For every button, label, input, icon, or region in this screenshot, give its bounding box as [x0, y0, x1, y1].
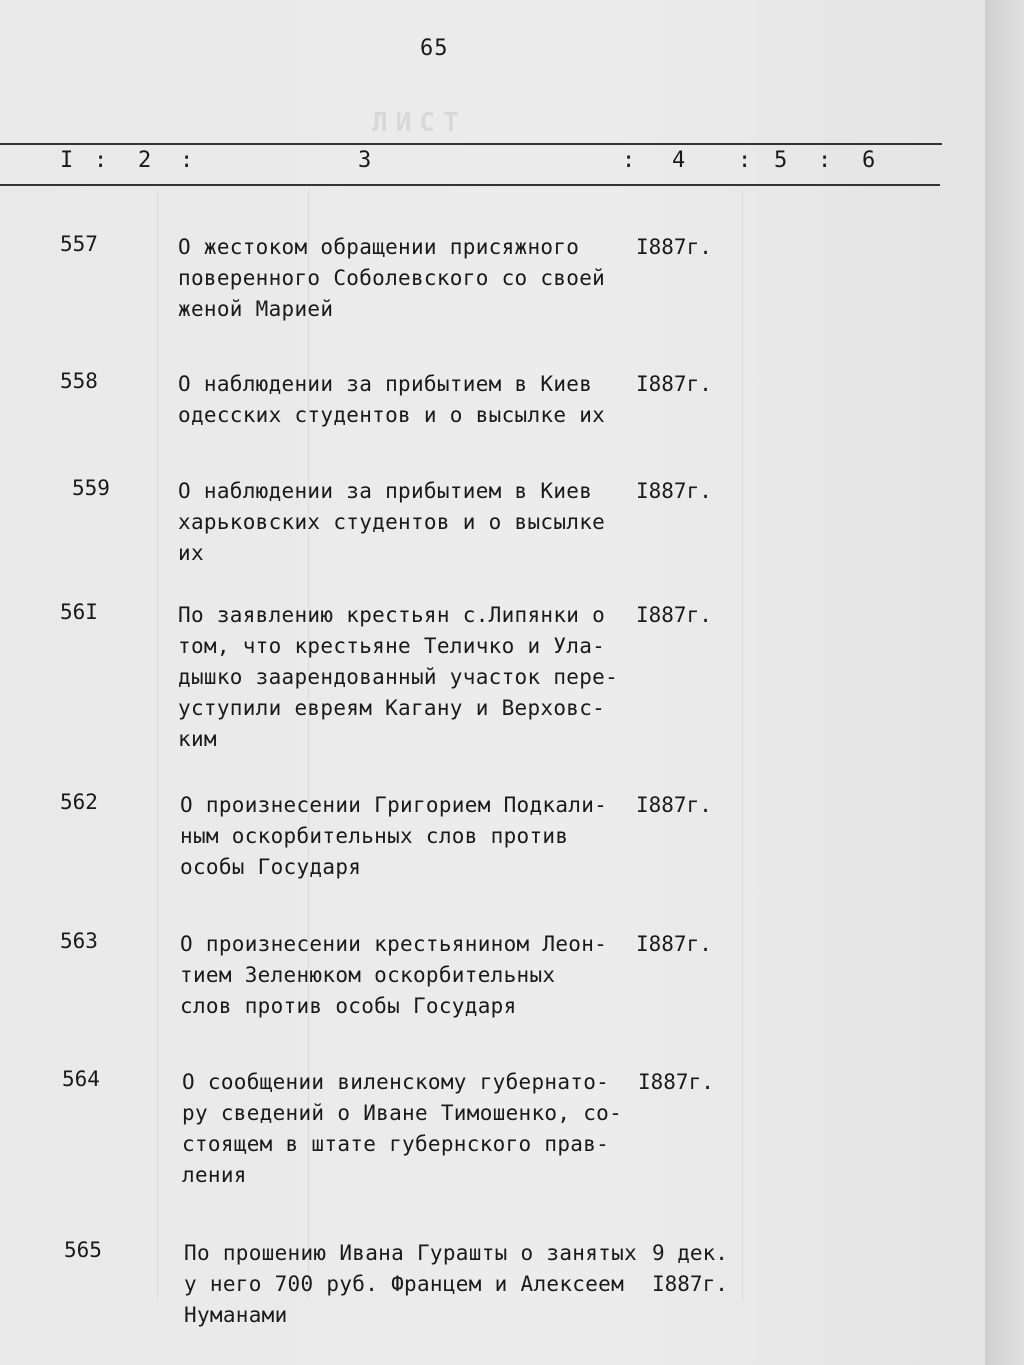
case-date: I887г. [636, 793, 712, 817]
case-date: I887г. [638, 1070, 714, 1094]
case-date: I887г. [636, 372, 712, 396]
case-number: 564 [62, 1067, 100, 1091]
case-number: 559 [72, 476, 110, 500]
column-header-6: 6 [862, 148, 876, 173]
case-description: По заявлению крестьян с.Липянки о том, что крестьяне Теличко и Ула- дышко заарендованный участок пере- уступили евреям Кагану и Верховс- ким [178, 603, 619, 751]
column-divider-ghost [742, 190, 743, 1300]
column-separator: : [818, 148, 832, 173]
case-number: 557 [60, 232, 98, 256]
case-date: 9 дек. I887г. [652, 1241, 728, 1296]
column-separator: : [622, 148, 636, 173]
column-header-3: 3 [358, 148, 372, 173]
case-description: По прошению Ивана Гурашты о занятых у него 700 руб. Францем и Алексеем Нуманами [184, 1241, 638, 1327]
case-description: О наблюдении за прибытием в Киев одесских студентов и о высылке их [178, 372, 606, 427]
case-description: О произнесении Григорием Подкали- ным оскорбительных слов против особы Государя [180, 793, 608, 879]
case-description: О жестоком обращении присяжного поверенного Соболевского со своей женой Марией [178, 235, 606, 321]
bleed-through-stamp: ЛИСТ [372, 108, 467, 138]
header-bottom-rule [0, 184, 940, 186]
page-edge-shadow [985, 0, 1024, 1365]
header-top-rule [0, 143, 942, 145]
case-date: I887г. [636, 932, 712, 956]
column-separator: : [180, 148, 194, 173]
case-description: О произнесении крестьянином Леон- тием Зеленюком оскорбительных слов против особы Государя [180, 932, 608, 1018]
case-description: О сообщении виленскому губернато- ру сведений о Иване Тимошенко, со- стоящем в штате губернского прав- ления [182, 1070, 623, 1187]
page-number: 65 [420, 36, 449, 61]
case-description: О наблюдении за прибытием в Киев харьковских студентов и о высылке их [178, 479, 606, 565]
case-number: 558 [60, 369, 98, 393]
column-header-2: 2 [138, 148, 152, 173]
column-separator: : [94, 148, 108, 173]
column-header-5: 5 [774, 148, 788, 173]
column-header-4: 4 [672, 148, 686, 173]
case-date: I887г. [636, 235, 712, 259]
case-number: 565 [64, 1238, 102, 1262]
column-separator: : [738, 148, 752, 173]
case-date: I887г. [636, 479, 712, 503]
column-header-1: I [60, 148, 74, 173]
case-number: 56I [60, 600, 98, 624]
case-number: 563 [60, 929, 98, 953]
case-number: 562 [60, 790, 98, 814]
case-date: I887г. [636, 603, 712, 627]
column-divider-ghost [157, 190, 158, 1300]
